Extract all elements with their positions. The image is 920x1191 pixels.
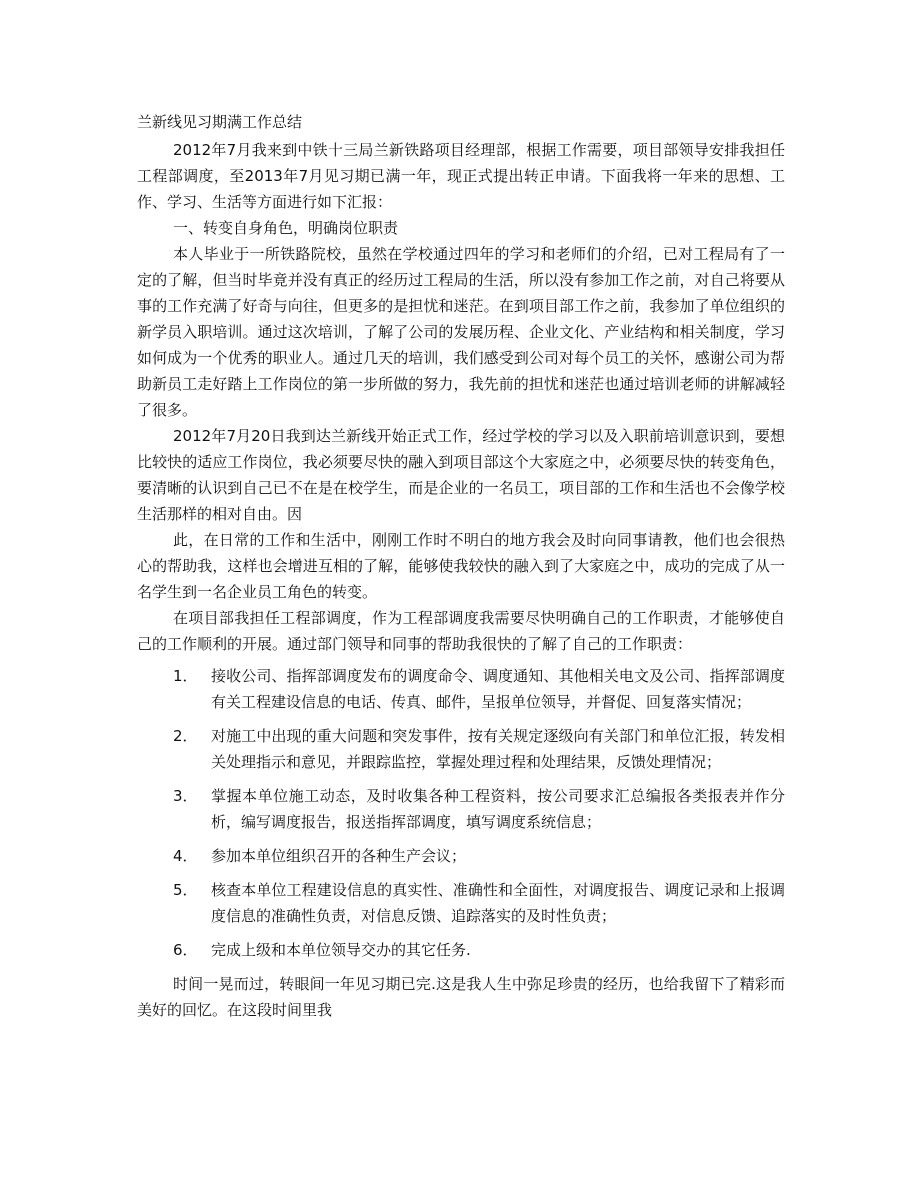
list-item-text: 对施工中出现的重大问题和突发事件，按有关规定逐级向有关部门和单位汇报，转发相关处理指示和意见，并跟踪监控，掌握处理过程和处理结果，反馈处理情况；	[211, 727, 785, 771]
background-paragraph: 本人毕业于一所铁路院校，虽然在学校通过四年的学习和老师们的介绍，已对工程局有了一定的了解，但当时毕竟并没有真正的经历过工程局的生活，所以没有参加工作之前，对自己将要从事的工作充满了好奇与向往，但更多的是担忧和迷茫。在到项目部工作之前，我参加了单位组织的新学员入职培训。通过这次培训，了解了公司的发展历程、企业文化、产业结构和相关制度，学习如何成为一个优秀的职业人。通过几天的培训，我们感受到公司对每个员工的关怀，感谢公司为帮助新员工走好踏上工作岗位的第一步所做的努力，我先前的担忧和迷茫也通过培训老师的讲解减轻了很多。	[137, 245, 785, 419]
list-item-number: 6．	[173, 941, 198, 959]
list-item-text: 完成上级和本单位领导交办的其它任务.	[211, 941, 471, 959]
document-page	[137, 112, 785, 1023]
list-item	[137, 877, 785, 929]
start-work-paragraph: 2012年7月20日我到达兰新线开始正式工作，经过学校的学习以及入职前培训意识到，要想比较快的适应工作岗位，我必须要尽快的融入到项目部这个大家庭之中，必须要尽快的转变角色，要清晰的认识到自己已不在是在校学生，而是企业的一名员工，项目部的工作和生活也不会像学校生活那样的相对自由。因	[137, 427, 785, 523]
list-item-number: 5．	[173, 881, 198, 899]
duties-list	[137, 663, 785, 963]
list-item	[137, 723, 785, 775]
section-heading: 一、转变自身角色，明确岗位职责	[173, 219, 399, 237]
list-item	[137, 843, 785, 869]
list-item-text: 接收公司、指挥部调度发布的调度命令、调度通知、其他相关电文及公司、指挥部调度有关工程建设信息的电话、传真、邮件，呈报单位领导，并督促、回复落实情况；	[211, 667, 785, 711]
closing-paragraph: 时间一晃而过，转眼间一年见习期已完.这是我人生中弥足珍贵的经历，也给我留下了精彩而美好的回忆。在这段时间里我	[137, 975, 785, 1019]
list-item-number: 4．	[173, 847, 198, 865]
list-item-text: 掌握本单位施工动态，及时收集各种工程资料，按公司要求汇总编报各类报表并作分析，编写调度报告，报送指挥部调度，填写调度系统信息；	[211, 787, 785, 831]
document-title: 兰新线见习期满工作总结	[137, 113, 303, 131]
list-item-number: 2．	[173, 727, 198, 745]
integration-paragraph: 此，在日常的工作和生活中，刚刚工作时不明白的地方我会及时向同事请教，他们也会很热心的帮助我，这样也会增进互相的了解，能够使我较快的融入到了大家庭之中，成功的完成了从一名学生到一名企业员工角色的转变。	[137, 531, 785, 601]
list-item-text: 参加本单位组织召开的各种生产会议；	[211, 847, 467, 865]
list-item-number: 1．	[173, 667, 198, 685]
list-item-text: 核查本单位工程建设信息的真实性、准确性和全面性，对调度报告、调度记录和上报调度信息的准确性负责，对信息反馈、追踪落实的及时性负责；	[211, 881, 785, 925]
list-item	[137, 663, 785, 715]
list-item	[137, 937, 785, 963]
duties-intro-paragraph: 在项目部我担任工程部调度，作为工程部调度我需要尽快明确自己的工作职责，才能够使自己的工作顺利的开展。通过部门领导和同事的帮助我很快的了解了自己的工作职责：	[137, 609, 785, 653]
intro-paragraph: 2012年7月我来到中铁十三局兰新铁路项目经理部，根据工作需要，项目部领导安排我担任工程部调度，至2013年7月见习期已满一年，现正式提出转正申请。下面我将一年来的思想、工作、学习、生活等方面进行如下汇报：	[137, 141, 785, 211]
list-item-number: 3．	[173, 787, 198, 805]
list-item	[137, 783, 785, 835]
